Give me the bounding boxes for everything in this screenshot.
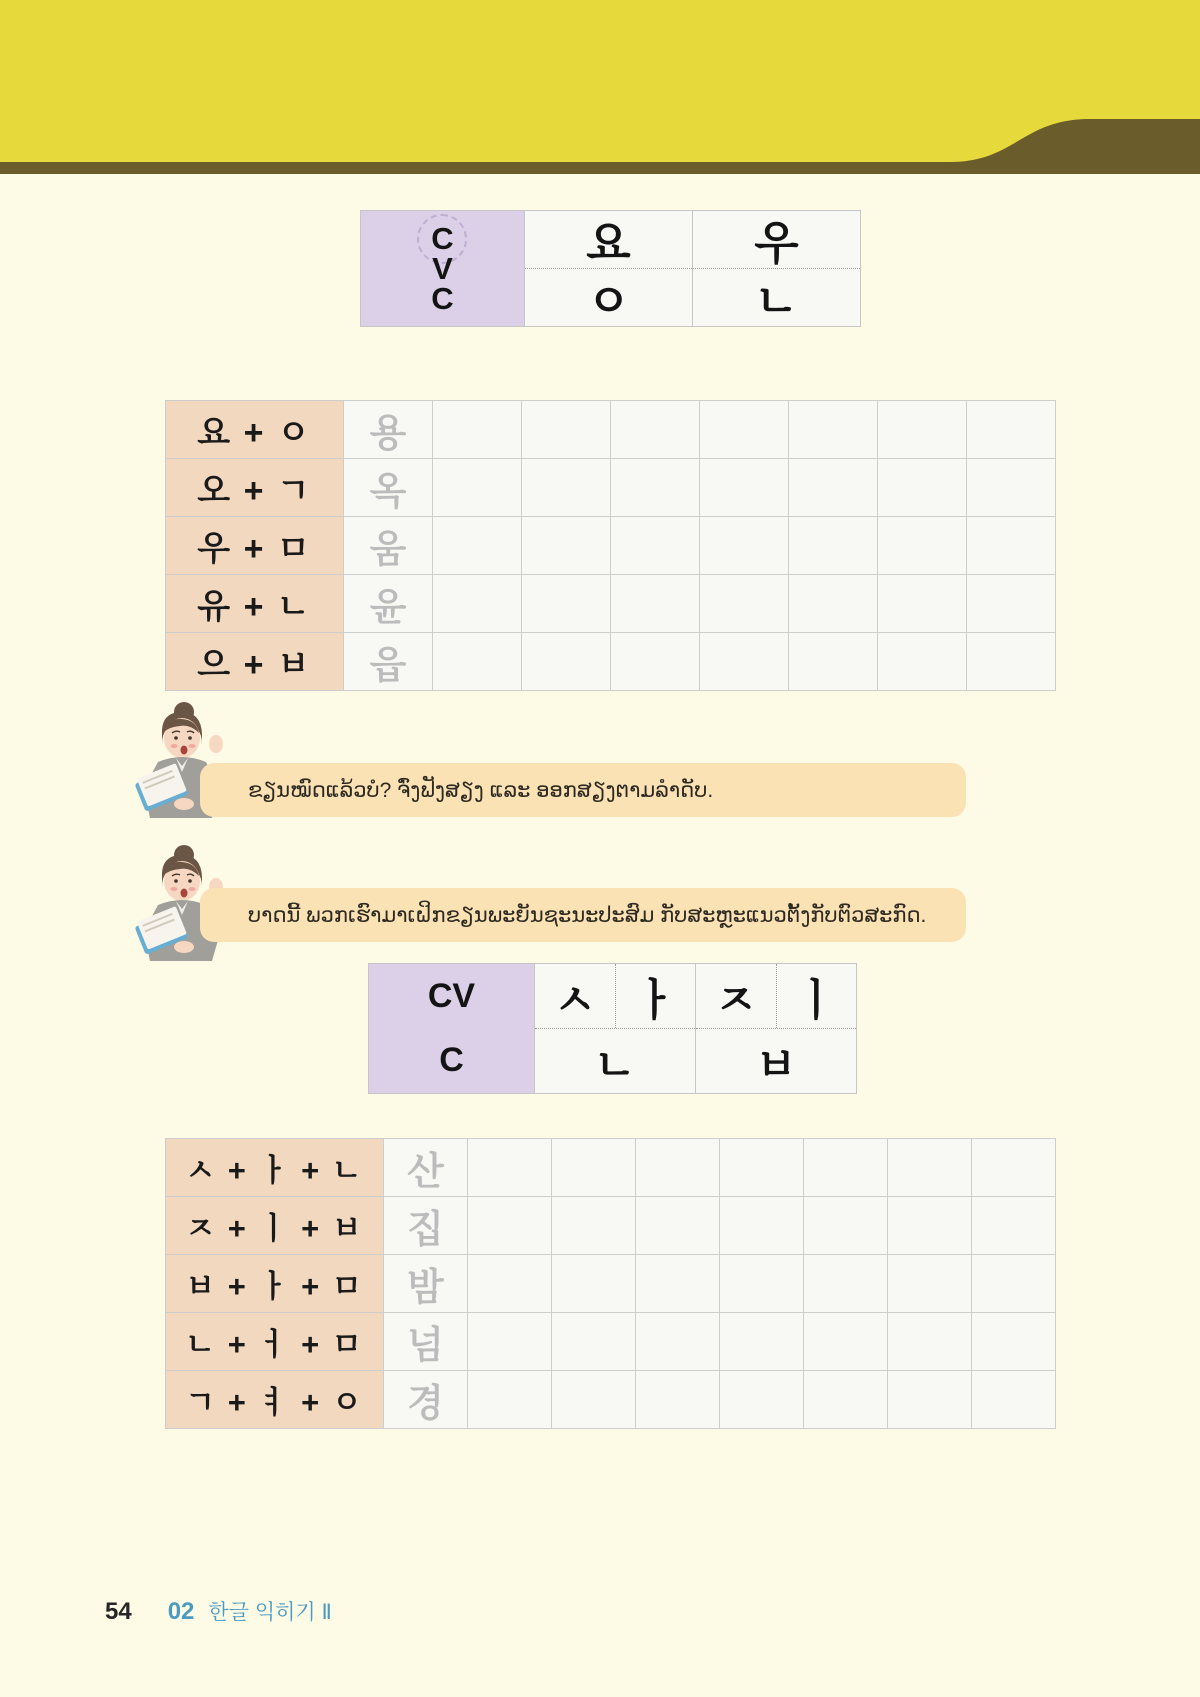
formula-cell: ㅈ + ㅣ + ㅂ [166, 1197, 384, 1255]
practice-table-2 [165, 1138, 1056, 1429]
cvc1-column-1 [524, 211, 692, 326]
consonant-vowel-cell [535, 964, 695, 1028]
writing-cell [878, 401, 967, 459]
page-header-band [0, 0, 1200, 180]
writing-cell [552, 1139, 636, 1197]
cvc1-letter-v: V [432, 250, 453, 286]
trace-example-cell: 밤 [384, 1255, 468, 1313]
writing-cell [789, 517, 878, 575]
writing-cell [636, 1197, 720, 1255]
trace-example-cell: 읍 [344, 633, 433, 691]
cvc1-letter-text: C [431, 220, 454, 256]
writing-cell [700, 633, 789, 691]
cvc2-column-1 [534, 964, 695, 1093]
vowel: ㅣ [776, 964, 857, 1028]
cvc1-letter-c-final: C [431, 280, 454, 316]
writing-cell [878, 459, 967, 517]
trace-example-cell: 용 [344, 401, 433, 459]
formula-cell: 요 + ㅇ [166, 401, 344, 459]
trace-example-cell: 윤 [344, 575, 433, 633]
writing-cell [804, 1255, 888, 1313]
practice-row [166, 575, 1056, 633]
syllable-cell: 요 [586, 216, 631, 269]
syllable-cell: 우 [754, 216, 799, 269]
speech-text-2: ບາດນີ້ ພວກເຮົາມາເຝິກຂຽນພະຍັນຊະນະປະສົມ ກັບສະຫຼະແນວຕັ້ງກັບຕົວສະກົດ. [248, 903, 927, 927]
consonant-vowel-cell [696, 964, 856, 1028]
practice-row [166, 517, 1056, 575]
writing-cell [522, 517, 611, 575]
writing-cell [522, 459, 611, 517]
writing-cell [972, 1197, 1056, 1255]
writing-cell [720, 1197, 804, 1255]
writing-cell [967, 459, 1056, 517]
writing-cell [972, 1371, 1056, 1429]
writing-cell [611, 459, 700, 517]
practice-row [166, 401, 1056, 459]
writing-cell [789, 401, 878, 459]
writing-cell [522, 401, 611, 459]
vowel: ㅏ [615, 964, 696, 1028]
writing-cell [468, 1313, 552, 1371]
writing-cell [552, 1371, 636, 1429]
cvc1-letter-c-initial [431, 220, 454, 256]
chapter-number: 02 [167, 1598, 195, 1625]
page-number: 54 [105, 1598, 132, 1625]
final-consonant-cell: ㅂ [696, 1028, 856, 1093]
cvc1-column-2 [692, 211, 860, 326]
cvc-table-1 [360, 210, 861, 327]
writing-cell [720, 1371, 804, 1429]
formula-cell: 유 + ㄴ [166, 575, 344, 633]
trace-example-cell: 산 [384, 1139, 468, 1197]
formula-cell: ㅅ + ㅏ + ㄴ [166, 1139, 384, 1197]
trace-example-cell: 집 [384, 1197, 468, 1255]
writing-cell [433, 517, 522, 575]
header-decoration [0, 0, 1200, 180]
writing-cell [967, 633, 1056, 691]
writing-cell [720, 1139, 804, 1197]
writing-cell [789, 575, 878, 633]
trace-example-cell: 넘 [384, 1313, 468, 1371]
writing-cell [552, 1313, 636, 1371]
initial-consonant: ㅅ [553, 976, 596, 1025]
writing-cell [611, 401, 700, 459]
cvc2-header-cell [369, 964, 534, 1093]
writing-cell [700, 401, 789, 459]
writing-cell [522, 575, 611, 633]
writing-cell [636, 1255, 720, 1313]
writing-cell [522, 633, 611, 691]
writing-cell [878, 517, 967, 575]
writing-cell [888, 1139, 972, 1197]
writing-cell [967, 575, 1056, 633]
cvc1-header-cell [361, 211, 524, 326]
writing-cell [468, 1371, 552, 1429]
writing-cell [433, 633, 522, 691]
writing-cell [611, 575, 700, 633]
trace-example-cell: 경 [384, 1371, 468, 1429]
writing-cell [888, 1371, 972, 1429]
practice-row [166, 1139, 1056, 1197]
writing-cell [720, 1313, 804, 1371]
writing-cell [433, 575, 522, 633]
page-footer [105, 1596, 332, 1626]
writing-cell [552, 1255, 636, 1313]
writing-cell [878, 575, 967, 633]
final-consonant-cell: ㄴ [535, 1028, 695, 1093]
practice-row [166, 1197, 1056, 1255]
chapter-title: 한글 익히기 Ⅱ [208, 1601, 332, 1624]
writing-cell [878, 633, 967, 691]
writing-cell [636, 1371, 720, 1429]
writing-cell [720, 1255, 804, 1313]
practice-row [166, 633, 1056, 691]
initial-consonant: ㅈ [714, 976, 757, 1025]
practice-row [166, 1313, 1056, 1371]
final-consonant-cell: ㄴ [693, 268, 860, 326]
writing-cell [468, 1255, 552, 1313]
speech-text-1: ຂຽນໝົດແລ້ວບໍ? ຈົ່ງຟັງສຽງ ແລະ ອອກສຽງຕາມລຳດັບ. [248, 778, 714, 802]
speech-bubble-1 [200, 763, 966, 817]
writing-cell [967, 517, 1056, 575]
final-consonant-cell: ㅇ [525, 268, 692, 326]
writing-cell [804, 1313, 888, 1371]
formula-cell: ㄱ + ㅕ + ㅇ [166, 1371, 384, 1429]
writing-cell [804, 1139, 888, 1197]
writing-cell [700, 575, 789, 633]
writing-cell [611, 517, 700, 575]
cvc2-header-bottom: C [439, 1041, 464, 1079]
writing-cell [468, 1197, 552, 1255]
writing-cell [552, 1197, 636, 1255]
formula-cell: ㅂ + ㅏ + ㅁ [166, 1255, 384, 1313]
writing-cell [636, 1139, 720, 1197]
writing-cell [804, 1197, 888, 1255]
writing-cell [700, 517, 789, 575]
writing-cell [972, 1255, 1056, 1313]
practice-table-1 [165, 400, 1056, 691]
cvc2-column-2 [695, 964, 856, 1093]
writing-cell [888, 1197, 972, 1255]
writing-cell [433, 401, 522, 459]
formula-cell: 오 + ㄱ [166, 459, 344, 517]
writing-cell [700, 459, 789, 517]
writing-cell [888, 1313, 972, 1371]
writing-cell [967, 401, 1056, 459]
practice-row [166, 1371, 1056, 1429]
writing-cell [636, 1313, 720, 1371]
formula-cell: ㄴ + ㅓ + ㅁ [166, 1313, 384, 1371]
writing-cell [789, 459, 878, 517]
formula-cell: 으 + ㅂ [166, 633, 344, 691]
writing-cell [972, 1139, 1056, 1197]
practice-row [166, 1255, 1056, 1313]
writing-cell [972, 1313, 1056, 1371]
writing-cell [888, 1255, 972, 1313]
writing-cell [468, 1139, 552, 1197]
writing-cell [433, 459, 522, 517]
writing-cell [804, 1371, 888, 1429]
trace-example-cell: 옥 [344, 459, 433, 517]
speech-bubble-2 [200, 888, 966, 942]
writing-cell [789, 633, 878, 691]
cvc-table-2 [368, 963, 857, 1094]
writing-cell [611, 633, 700, 691]
trace-example-cell: 움 [344, 517, 433, 575]
cvc2-header-top: CV [427, 977, 476, 1015]
formula-cell: 우 + ㅁ [166, 517, 344, 575]
practice-row [166, 459, 1056, 517]
